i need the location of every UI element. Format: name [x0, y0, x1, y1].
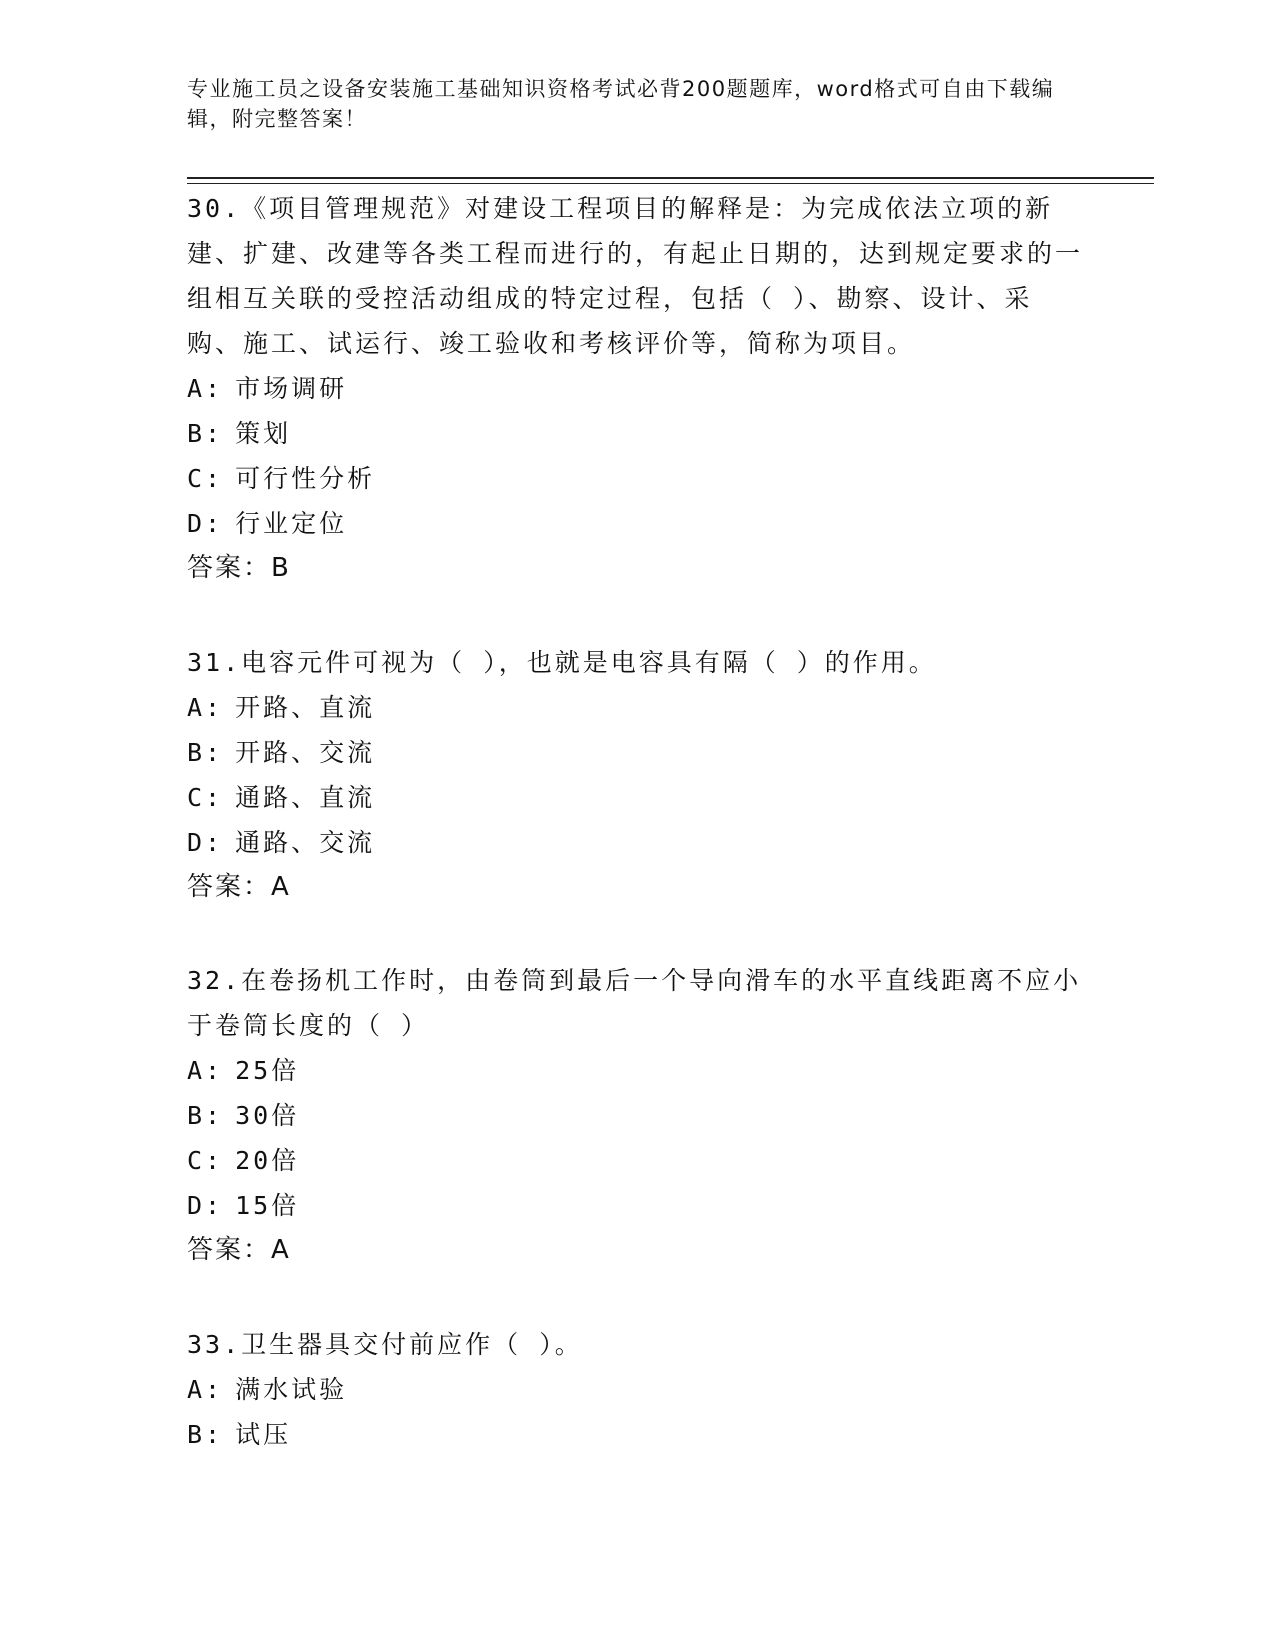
question-stem: 33.卫生器具交付前应作（ ）。 [187, 1330, 583, 1359]
option-label: B: [187, 1420, 224, 1449]
option-c [187, 775, 1087, 820]
header-divider-thin [187, 183, 1154, 184]
option-label: B: [187, 419, 224, 448]
question-30 [187, 186, 1087, 591]
option-d [187, 501, 1087, 546]
option-text: 15倍 [235, 1191, 300, 1220]
answer-line: 答案：A [187, 1235, 291, 1265]
question-32 [187, 958, 1087, 1273]
option-b [187, 1412, 1087, 1457]
option-c [187, 456, 1087, 501]
option-label: A: [187, 1056, 224, 1085]
option-text: 满水试验 [235, 1375, 348, 1404]
option-text: 可行性分析 [235, 464, 376, 493]
answer-line: 答案：B [187, 553, 291, 583]
option-text: 市场调研 [235, 374, 348, 403]
option-label: D: [187, 1191, 224, 1220]
option-label: D: [187, 828, 224, 857]
option-d [187, 1183, 1087, 1228]
option-label: B: [187, 1101, 224, 1130]
option-text: 试压 [235, 1420, 292, 1449]
option-label: A: [187, 1375, 224, 1404]
option-label: C: [187, 1146, 224, 1175]
option-a [187, 685, 1087, 730]
option-b [187, 411, 1087, 456]
option-text: 行业定位 [235, 509, 348, 538]
question-stem: 30.《项目管理规范》对建设工程项目的解释是：为完成依法立项的新建、扩建、改建等各类工程而进行的，有起止日期的，达到规定要求的一组相互关联的受控活动组成的特定过程，包括（ ）、勘察、设计、采购、施工、试运行、竣工验收和考核评价等，简称为项目。 [187, 194, 1084, 358]
question-31 [187, 640, 1087, 910]
option-label: B: [187, 738, 224, 767]
option-text: 开路、交流 [235, 738, 376, 767]
option-a [187, 1048, 1087, 1093]
option-b [187, 730, 1087, 775]
option-text: 通路、直流 [235, 783, 376, 812]
question-33 [187, 1322, 1087, 1457]
option-label: A: [187, 693, 224, 722]
option-d [187, 820, 1087, 865]
option-label: C: [187, 464, 224, 493]
option-label: A: [187, 374, 224, 403]
option-text: 通路、交流 [235, 828, 376, 857]
option-text: 策划 [235, 419, 292, 448]
option-b [187, 1093, 1087, 1138]
question-stem: 31.电容元件可视为（ ），也就是电容具有隔（ ）的作用。 [187, 648, 937, 677]
question-stem: 32.在卷扬机工作时，由卷筒到最后一个导向滑车的水平直线距离不应小于卷筒长度的（ ） [187, 966, 1082, 1040]
option-label: D: [187, 509, 224, 538]
option-text: 开路、直流 [235, 693, 376, 722]
option-text: 30倍 [235, 1101, 300, 1130]
option-label: C: [187, 783, 224, 812]
option-a [187, 1367, 1087, 1412]
option-a [187, 366, 1087, 411]
option-c [187, 1138, 1087, 1183]
document-header: 专业施工员之设备安装施工基础知识资格考试必背200题题库，word格式可自由下载编辑，附完整答案！ [187, 77, 1055, 131]
option-text: 20倍 [235, 1146, 300, 1175]
option-text: 25倍 [235, 1056, 300, 1085]
header-divider-thick [187, 177, 1154, 179]
answer-line: 答案：A [187, 872, 291, 902]
